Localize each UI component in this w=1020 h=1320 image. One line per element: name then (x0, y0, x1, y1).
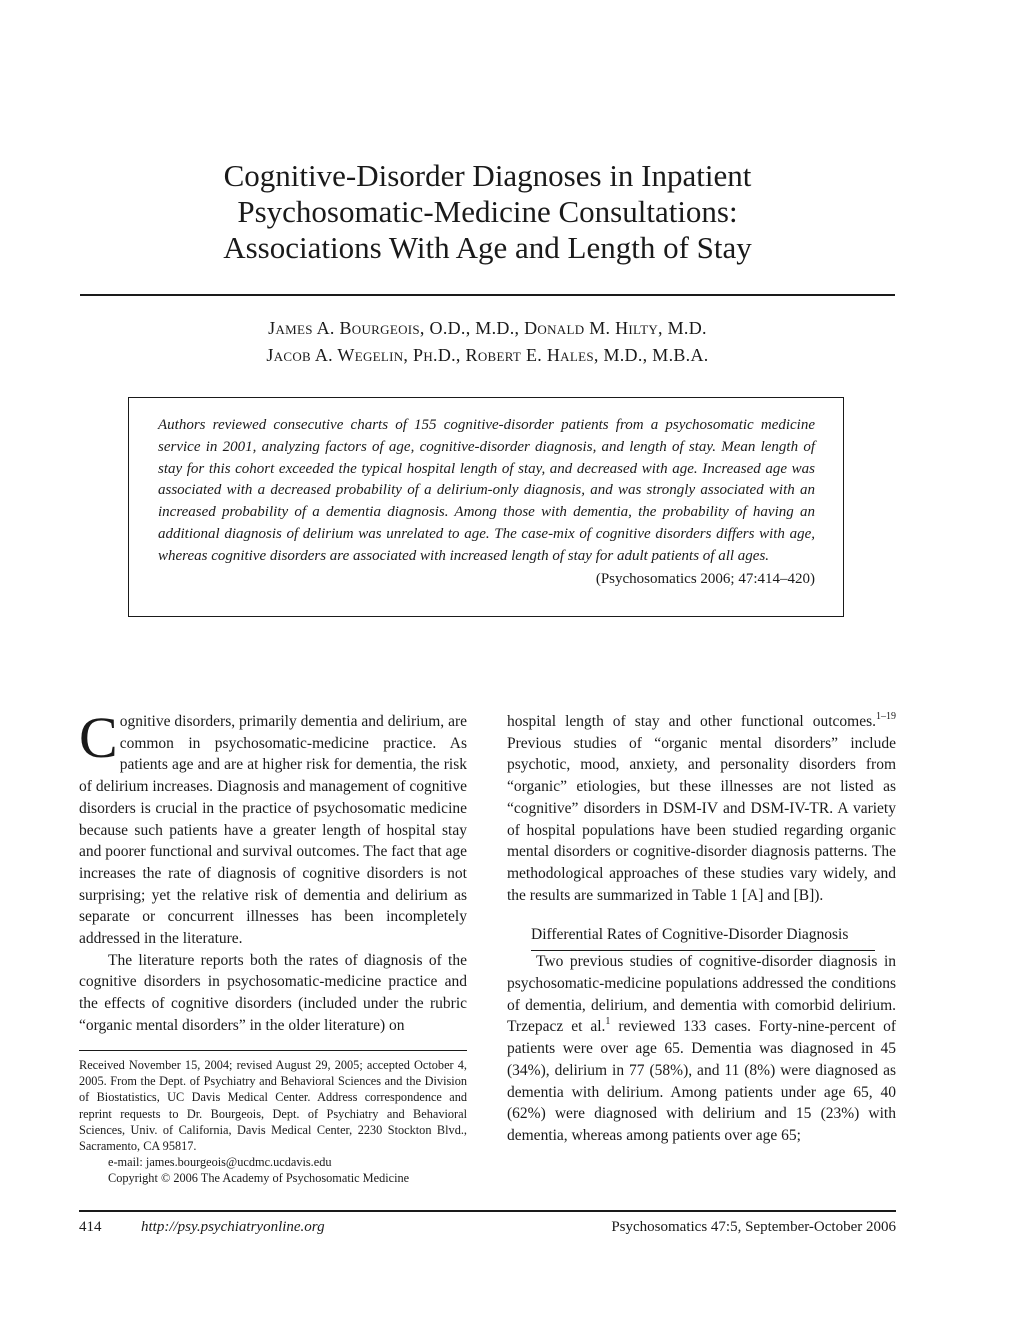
abstract-citation: (Psychosomatics 2006; 47:414–420) (595, 570, 815, 587)
body-paragraph (507, 711, 896, 906)
title-line: Cognitive-Disorder Diagnoses in Inpatient (223, 158, 752, 193)
paragraph-text: ognitive disorders, primarily dementia and delirium, are common in psychosomatic-medicine practice. As patients age and are at higher risk for dementia, the risk of delirium increases. Diagnosis and management of cognitive disorders is crucial in the practice of psychosomatic medicine because such patients have a greater length of hospital stay and poorer functional and survival outcomes. The fact that age increases the rate of diagnosis of cognitive disorders is not surprising; yet the relative risk of dementia and delirium as separate or concurrent illnesses has been incompletely addressed in the literature. (79, 713, 467, 948)
body-paragraph: The literature reports both the rates of diagnosis of the cognitive disorders in psychosomatic-medicine practice and the effects of cognitive disorders (included under the rubric “organic mental disorders” in the older literature) on (79, 951, 467, 1034)
footnote-email: e-mail: james.bourgeois@ucdmc.ucdavis.edu (108, 1155, 332, 1170)
footnote-divider (79, 1050, 467, 1051)
footer-divider (79, 1210, 896, 1212)
paragraph-text: hospital length of stay and other functional outcomes. (507, 713, 876, 730)
title-line: Psychosomatic-Medicine Consultations: (237, 194, 738, 229)
footnote-copyright: Copyright © 2006 The Academy of Psychosomatic Medicine (108, 1171, 410, 1186)
footer-url[interactable]: http://psy.psychiatryonline.org (141, 1219, 325, 1235)
body-paragraph (507, 951, 896, 1146)
reference-superscript: 1–19 (876, 711, 896, 722)
footer-journal: Psychosomatics 47:5, September-October 2006 (611, 1219, 896, 1235)
author-list (80, 315, 895, 369)
reference-superscript: 1 (605, 1016, 611, 1028)
footnote-received: Received November 15, 2004; revised August 29, 2005; accepted October 4, 2005. From the Dept. of Psychiatry and Behavioral Sciences and the Division of Biostatistics, UC Davis Medical Center. Address correspondence and reprint requests to Dr. Bourgeois, Dept. of Psychiatry and Behavioral Sciences, Univ. of California, Davis Medical Center, 2230 Stockton Blvd., Sacramento, CA 95817. (79, 1058, 467, 1154)
title-divider (80, 294, 895, 296)
paragraph-text: Previous studies of “organic mental disorders” include psychotic, mood, anxiety, and personality disorders from “organic” etiologies, but these illnesses are not listed as “cognitive” disorders in DSM-IV and DSM-IV-TR. A variety of hospital populations have been studied regarding organic mental disorders or cognitive-disorder diagnosis patterns. The methodological approaches of these studies vary widely, and the results are summarized in Table 1 [A] and [B]). (507, 734, 896, 904)
abstract-text: Authors reviewed consecutive charts of 155 cognitive-disorder patients from a psychosomatic medicine service in 2001, analyzing factors of age, cognitive-disorder diagnosis, and length of stay. Mean length of stay for this cohort exceeded the typical hospital length of stay, and decreased with age. Increased age was associated with a decreased probability of a delirium-only diagnosis, and was strongly associated with an increased probability of a dementia diagnosis. Among those with dementia, the probability of having an additional diagnosis of delirium was unrelated to age. The case-mix of cognitive disorders differs with age, whereas cognitive disorders are associated with increased length of stay for adult patients of all ages. (158, 417, 815, 564)
paragraph-text: Two previous studies of cognitive-disorder diagnosis in psychosomatic-medicine populations addressed the conditions of dementia, delirium, and dementia with comorbid delirium. Trzepacz et al. (507, 953, 896, 1036)
right-column (507, 711, 896, 1147)
paragraph-text: reviewed 133 cases. Forty-nine-percent of patients were over age 65. Dementia was diagnosed in 45 (34%), delirium in 77 (58%), and 11 (8%) were diagnosed as dementia with delirium. Among patients under age 65, 40 (62%) were diagnosed with delirium and 15 (23%) with dementia, whereas among patients over age 65; (507, 1018, 896, 1144)
footnote (79, 1057, 467, 1187)
body-paragraph (79, 705, 467, 950)
article-title (80, 158, 895, 266)
abstract-box (128, 397, 844, 617)
author-line: Jacob A. Wegelin, Ph.D., Robert E. Hales, M.D., M.B.A. (266, 345, 709, 365)
left-column (79, 705, 467, 1037)
title-line: Associations With Age and Length of Stay (223, 230, 752, 265)
author-line: James A. Bourgeois, O.D., M.D., Donald M. Hilty, M.D. (268, 318, 707, 338)
page-number: 414 (79, 1219, 102, 1235)
drop-cap: C (79, 705, 118, 770)
section-heading: Differential Rates of Cognitive-Disorder Diagnosis (531, 924, 875, 951)
